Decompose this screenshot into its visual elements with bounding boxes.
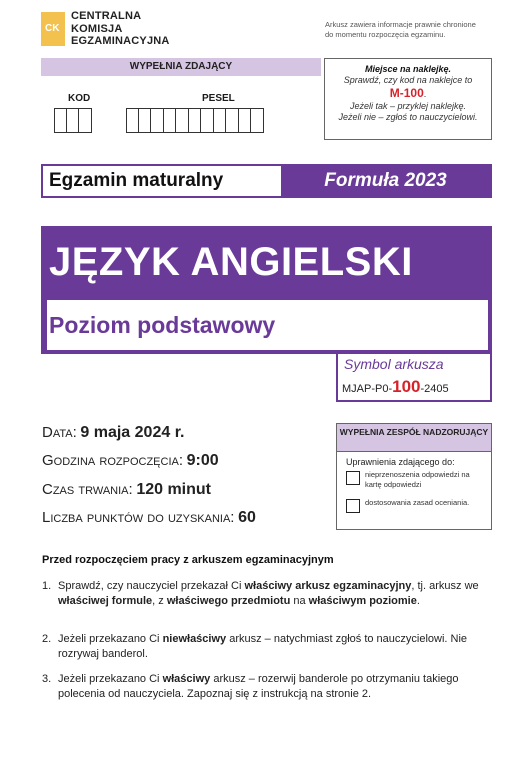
pesel-cell[interactable] <box>164 108 177 133</box>
pesel-cell[interactable] <box>189 108 202 133</box>
pesel-cell[interactable] <box>214 108 227 133</box>
option1-label: nieprzenoszenia odpowiedzi na kartę odpowiedzi <box>365 470 470 489</box>
kod-cell[interactable] <box>67 108 80 133</box>
instruction-item-1: 1. Sprawdź, czy nauczyciel przekazał Ci właściwy arkusz egzaminacyjny, tj. arkusz we właściwej formule, z właściwego przedmiotu na właściwym poziomie. <box>42 580 479 607</box>
pesel-input-boxes[interactable] <box>126 108 264 133</box>
option-row-1 <box>346 470 485 490</box>
kod-input-boxes[interactable] <box>54 108 92 133</box>
option1-checkbox[interactable] <box>346 471 360 485</box>
pesel-label: PESEL <box>202 93 235 104</box>
option-row-2 <box>346 498 485 513</box>
exam-duration: Czas trwania: 120 minut <box>42 481 211 498</box>
sticker-title: Miejsce na naklejkę. <box>364 64 452 74</box>
pesel-cell[interactable] <box>251 108 264 133</box>
exam-start-time: Godzina rozpoczęcia: 9:00 <box>42 452 219 469</box>
pesel-cell[interactable] <box>139 108 152 133</box>
kod-label: KOD <box>68 93 91 104</box>
candidate-fill-bar: WYPEŁNIA ZDAJĄCY <box>41 58 321 76</box>
pesel-cell[interactable] <box>151 108 164 133</box>
subject-title: JĘZYK ANGIELSKI <box>49 240 413 284</box>
exam-points: Liczba punktów do uzyskania: 60 <box>42 509 256 526</box>
sticker-line3: Jeżeli nie – zgłoś to nauczycielowi. <box>338 112 478 122</box>
org-name: CENTRALNA KOMISJA EGZAMINACYJNA <box>71 10 170 47</box>
instruction-item-2: 2. Jeżeli przekazano Ci niewłaściwy arkusz – natychmiast zgłoś to nauczycielowi. Nie rozrywaj banderol. <box>42 633 468 660</box>
symbol-code: MJAP-P0-100-2405 <box>342 377 449 396</box>
pesel-cell[interactable] <box>176 108 189 133</box>
supervisor-rights: Uprawnienia zdającego do: <box>346 457 455 467</box>
pesel-cell[interactable] <box>239 108 252 133</box>
supervisor-head: WYPEŁNIA ZESPÓŁ NADZORUJĄCY <box>337 424 491 452</box>
sticker-code: M-100. <box>389 86 427 100</box>
kod-cell[interactable] <box>79 108 92 133</box>
sticker-box <box>324 58 492 140</box>
kod-cell[interactable] <box>54 108 67 133</box>
symbol-label: Symbol arkusza <box>344 356 444 372</box>
sticker-line2: Jeżeli tak – przyklej naklejkę. <box>349 101 467 111</box>
pesel-cell[interactable] <box>226 108 239 133</box>
option2-checkbox[interactable] <box>346 499 360 513</box>
exam-formula: Formuła 2023 <box>281 166 490 196</box>
cke-logo <box>41 12 65 46</box>
subject-block <box>41 226 492 354</box>
sticker-line1: Sprawdź, czy kod na naklejce to <box>343 75 473 85</box>
pesel-cell[interactable] <box>126 108 139 133</box>
logo-mark-text: CK <box>45 23 60 34</box>
instructions-title: Przed rozpoczęciem pracy z arkuszem egzaminacyjnym <box>42 554 334 566</box>
sheet-symbol-box <box>336 354 492 402</box>
pesel-cell[interactable] <box>201 108 214 133</box>
confidential-notice: Arkusz zawiera informacje prawnie chronione do momentu rozpoczęcia egzaminu. <box>325 20 476 39</box>
exam-type: Egzamin maturalny <box>49 170 224 191</box>
exam-date: Data: 9 maja 2024 r. <box>42 424 185 441</box>
option2-label: dostosowania zasad oceniania. <box>365 498 470 507</box>
instruction-item-3: 3. Jeżeli przekazano Ci właściwy arkusz – rozerwij banderole po otrzymaniu takiego polecenia od nauczyciela. Zapoznaj się z instrukcją na stronie 2. <box>42 673 459 700</box>
exam-type-bar <box>41 164 492 198</box>
level-title: Poziom podstawowy <box>49 312 276 338</box>
supervisor-box <box>336 423 492 530</box>
